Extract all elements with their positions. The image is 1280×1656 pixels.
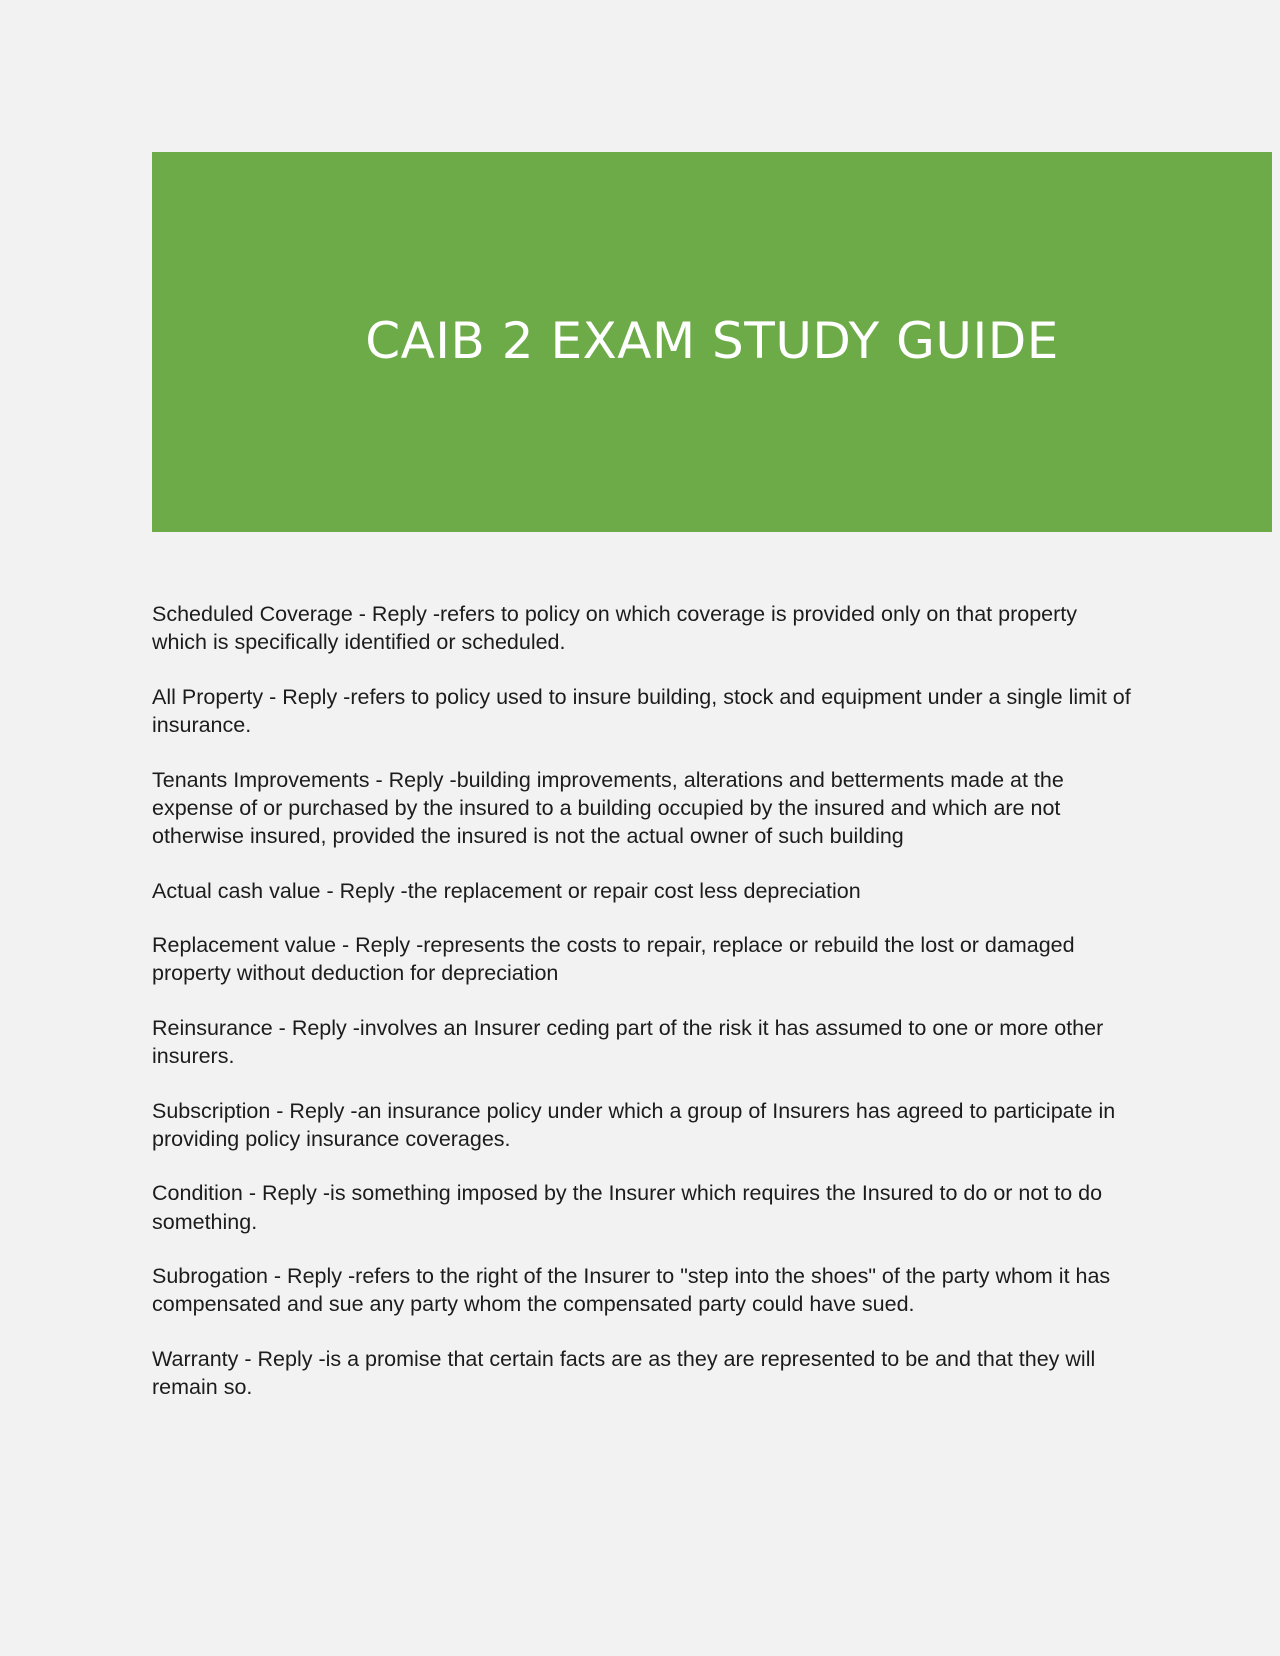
paragraph: Actual cash value - Reply -the replacement or repair cost less depreciation	[152, 878, 861, 903]
page-title: CAIB 2 EXAM STUDY GUIDE	[365, 312, 1059, 371]
title-banner	[152, 152, 1272, 532]
document-body	[152, 600, 1132, 1402]
paragraph: Tenants Improvements - Reply -building improvements, alterations and betterments made at the expense of or purchased by the insured to a building occupied by the insured and which are not otherwise insured, provided the insured is not the actual owner of such building	[152, 767, 1064, 849]
paragraph: All Property - Reply -refers to policy used to insure building, stock and equipment under a single limit of insurance.	[152, 684, 1131, 738]
paragraph: Warranty - Reply -is a promise that certain facts are as they are represented to be and that they will remain so.	[152, 1346, 1096, 1400]
paragraph: Subrogation - Reply -refers to the right of the Insurer to "step into the shoes" of the party whom it has compensated and sue any party whom the compensated party could have sued.	[152, 1264, 1111, 1317]
paragraph: Condition - Reply -is something imposed by the Insurer which requires the Insured to do or not to do something.	[152, 1181, 1103, 1234]
paragraph: Subscription - Reply -an insurance policy under which a group of Insurers has agreed to participate in providing policy insurance coverages.	[152, 1098, 1116, 1151]
paragraph: Scheduled Coverage - Reply -refers to policy on which coverage is provided only on that property which is specifically identified or scheduled.	[152, 602, 1077, 655]
paragraph: Reinsurance - Reply -involves an Insurer ceding part of the risk it has assumed to one or more other insurers.	[152, 1015, 1104, 1069]
paragraph: Replacement value - Reply -represents the costs to repair, replace or rebuild the lost or damaged property without deduction for depreciation	[152, 933, 1075, 986]
